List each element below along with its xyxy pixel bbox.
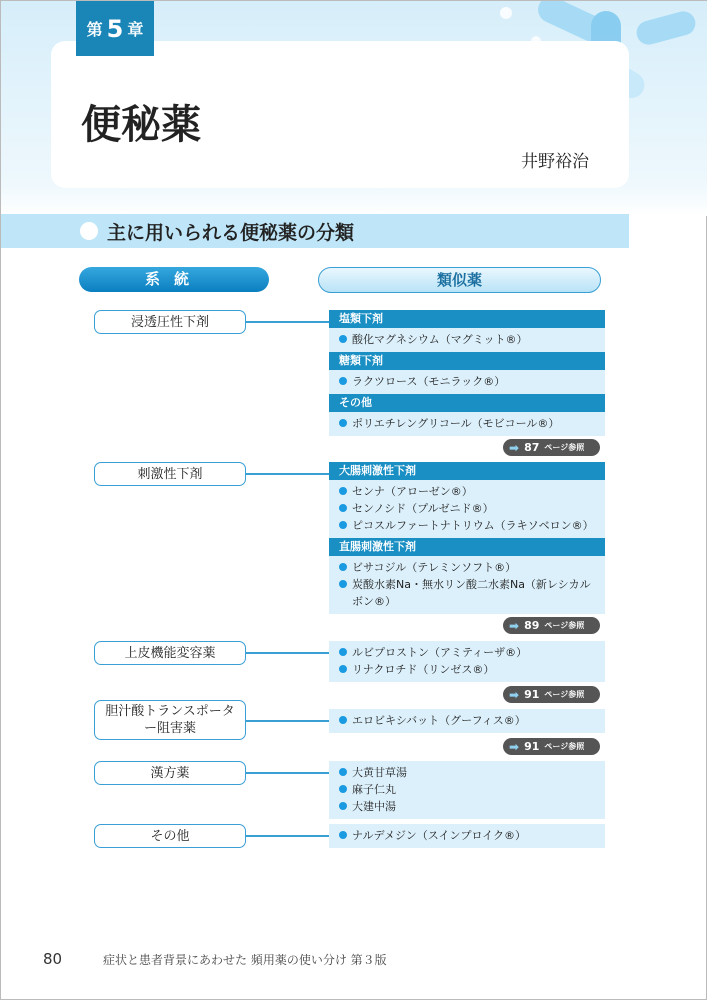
bullet-icon: [339, 377, 347, 385]
arrow-right-icon: ➡: [509, 440, 520, 455]
item-text: ピコスルファートナトリウム（ラキソベロン®）: [352, 519, 594, 532]
section-heading: [1, 214, 629, 248]
item-text: ルビプロストン（アミティーザ®）: [352, 646, 528, 659]
bullet-icon: [339, 419, 347, 427]
connector-line: [246, 321, 329, 323]
group-header: 塩類下剤: [329, 310, 605, 328]
bullet-icon: [339, 648, 347, 656]
chapter-suffix: 章: [127, 20, 144, 39]
category-label: 上皮機能変容薬: [94, 641, 246, 665]
drug-block: [329, 641, 605, 682]
bullet-icon: [339, 504, 347, 512]
bullet-icon: [339, 802, 347, 810]
section-title: 主に用いられる便秘薬の分類: [107, 221, 355, 244]
list-item: [339, 331, 599, 348]
group-header: 大腸刺激性下剤: [329, 462, 605, 480]
drug-block: [329, 824, 605, 848]
bullet-icon: [339, 563, 347, 571]
chapter-prefix: 第: [86, 20, 103, 39]
author: 井野裕治: [521, 152, 589, 172]
chapter-number: 5: [106, 14, 124, 43]
list-item: [339, 559, 599, 576]
page-reference-link[interactable]: [503, 617, 600, 634]
drug-block: [329, 310, 605, 436]
chapter-tab: [76, 1, 154, 56]
item-text: リナクロチド（リンゼス®）: [352, 663, 495, 676]
system-header: 系統: [79, 267, 269, 292]
item-text: 大建中湯: [352, 800, 396, 813]
category-label: その他: [94, 824, 246, 848]
bullet-icon: [339, 716, 347, 724]
bullet-icon: [339, 665, 347, 673]
page-reference-link[interactable]: [503, 738, 600, 755]
list-item: [339, 483, 599, 500]
list-item: [339, 500, 599, 517]
bullet-icon: [339, 831, 347, 839]
drug-block: [329, 709, 605, 733]
bullet-icon: [339, 785, 347, 793]
list-item: [339, 661, 599, 678]
item-text: ナルデメジン（スインプロイク®）: [352, 829, 526, 842]
page-reference-link[interactable]: [503, 439, 600, 456]
category-label: 浸透圧性下剤: [94, 310, 246, 334]
ref-text: ページ参照: [544, 742, 585, 751]
list-item: [339, 373, 599, 390]
list-item: [339, 517, 599, 534]
list-item: [339, 712, 599, 729]
book-title-footer: 症状と患者背景にあわせた 頻用薬の使い分け 第３版: [103, 953, 387, 967]
category-label: 胆汁酸トランスポーター阻害薬: [94, 700, 246, 740]
bullet-icon: [339, 335, 347, 343]
item-text: ポリエチレングリコール（モビコール®）: [352, 417, 560, 430]
drug-block: [329, 462, 605, 614]
connector-line: [246, 720, 329, 722]
list-item: [339, 798, 599, 815]
arrow-right-icon: ➡: [509, 618, 520, 633]
bullet-icon: [339, 580, 347, 588]
arrow-right-icon: ➡: [509, 687, 520, 702]
item-text: センナ（アローゼン®）: [352, 485, 473, 498]
bullet-icon: [339, 521, 347, 529]
connector-line: [246, 835, 329, 837]
list-item: [339, 781, 599, 798]
page-reference-link[interactable]: [503, 686, 600, 703]
connector-line: [246, 652, 329, 654]
category-label: 刺激性下剤: [94, 462, 246, 486]
connector-line: [246, 473, 329, 475]
bullet-icon: [339, 487, 347, 495]
ref-text: ページ参照: [544, 621, 585, 630]
item-text: 麻子仁丸: [352, 783, 396, 796]
category-label: 漢方薬: [94, 761, 246, 785]
bullet-icon: [339, 768, 347, 776]
drug-block: [329, 761, 605, 819]
group-header: 糖類下剤: [329, 352, 605, 370]
ref-page: 91: [524, 740, 540, 753]
list-item: [339, 827, 599, 844]
list-item: [339, 415, 599, 432]
ref-page: 91: [524, 688, 540, 701]
arrow-right-icon: ➡: [509, 739, 520, 754]
item-text: 酸化マグネシウム（マグミット®）: [352, 333, 528, 346]
bullet-circle-icon: [80, 222, 98, 240]
list-item: [339, 644, 599, 661]
list-item: [339, 764, 599, 781]
item-text: センノシド（プルゼニド®）: [352, 502, 494, 515]
ref-text: ページ参照: [544, 443, 585, 452]
item-text: ビサコジル（テレミンソフト®）: [352, 561, 517, 574]
item-text: エロビキシバット（グーフィス®）: [352, 714, 526, 727]
page-title: 便秘薬: [81, 102, 201, 148]
group-header: 直腸刺激性下剤: [329, 538, 605, 556]
connector-line: [246, 772, 329, 774]
item-text: 炭酸水素Na・無水リン酸二水素Na（新レシカルボン®）: [352, 578, 591, 608]
drugs-header: 類似薬: [318, 267, 601, 293]
item-text: ラクツロース（モニラック®）: [352, 375, 506, 388]
list-item: [339, 576, 599, 610]
item-text: 大黄甘草湯: [352, 766, 407, 779]
ref-text: ページ参照: [544, 690, 585, 699]
group-header: その他: [329, 394, 605, 412]
ref-page: 89: [524, 619, 540, 632]
page-number: 80: [43, 950, 63, 968]
ref-page: 87: [524, 441, 540, 454]
